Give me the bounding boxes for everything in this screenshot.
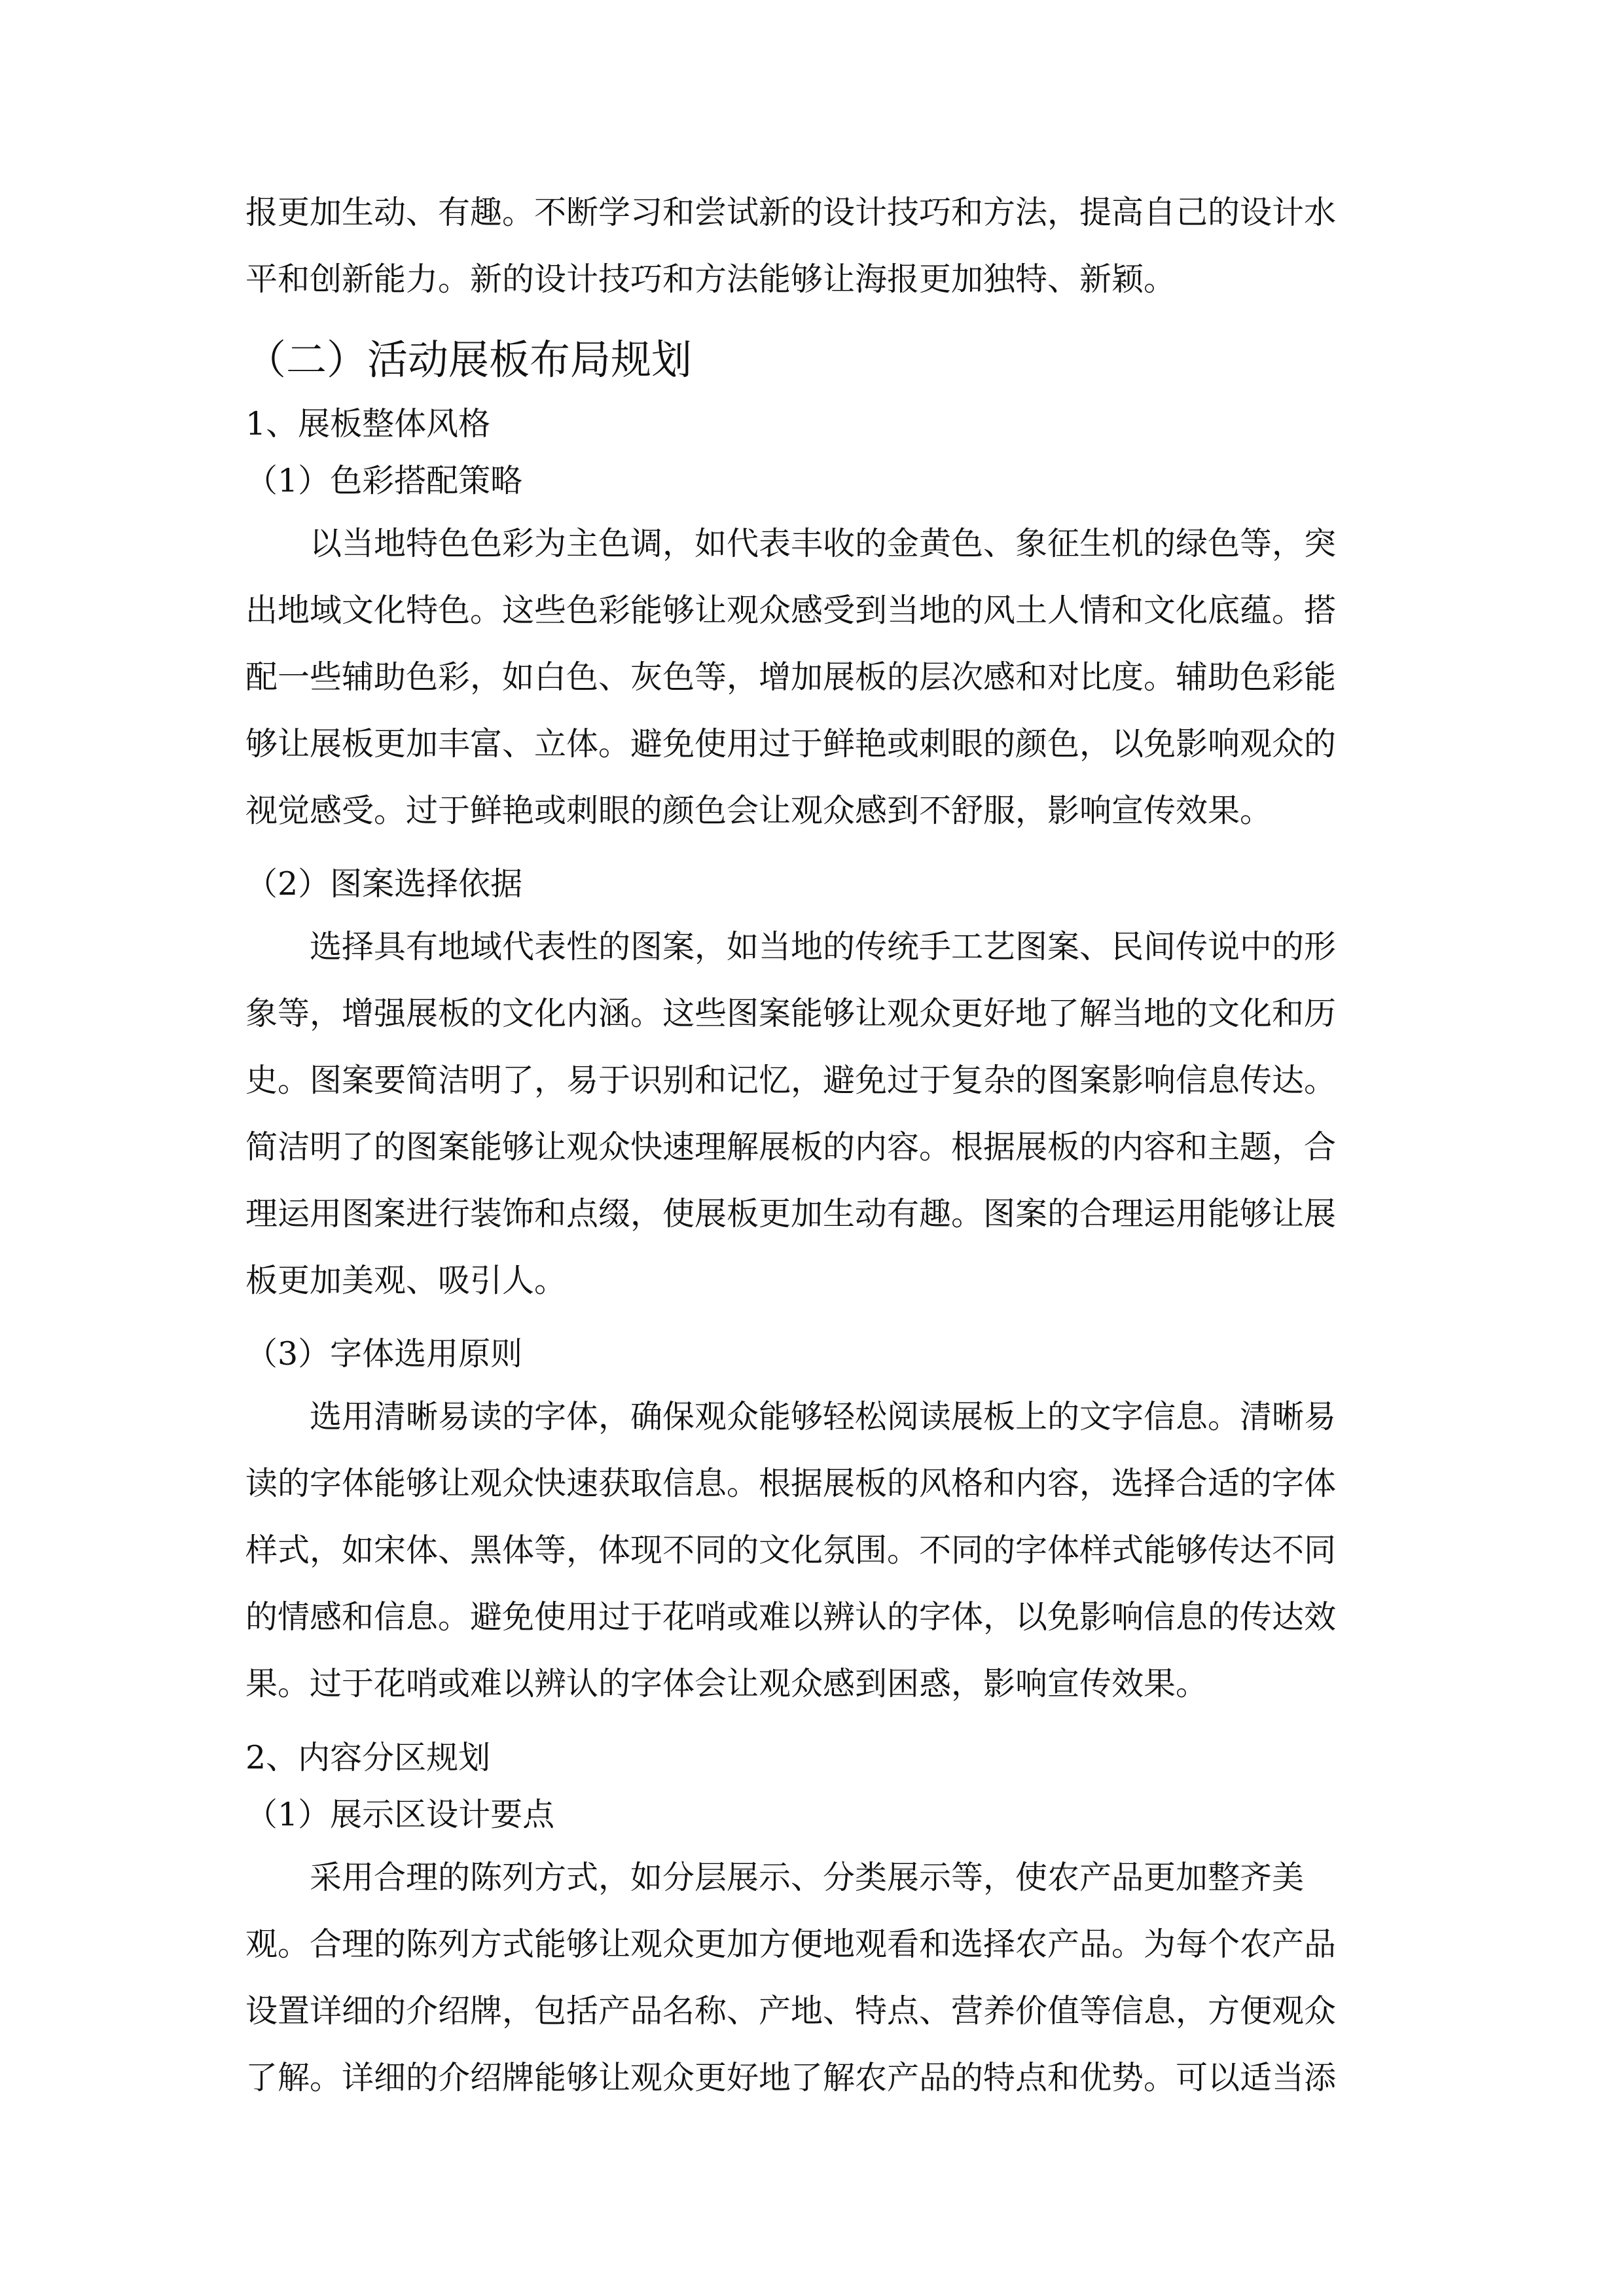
paragraph-line: 象等，增强展板的文化内涵。这些图案能够让观众更好地了解当地的文化和历 xyxy=(245,995,1337,1032)
item-title: （2）图案选择依据 xyxy=(245,865,523,903)
paragraph-line: 果。过于花哨或难以辨认的字体会让观众感到困惑，影响宣传效果。 xyxy=(245,1665,1208,1702)
paragraph-line: 理运用图案进行装饰和点缀，使展板更加生动有趣。图案的合理运用能够让展 xyxy=(245,1195,1337,1232)
paragraph-line: 选用清晰易读的字体，确保观众能够轻松阅读展板上的文字信息。清晰易 xyxy=(310,1398,1337,1435)
paragraph-line: 板更加美观、吸引人。 xyxy=(245,1262,567,1299)
paragraph-line: 配一些辅助色彩，如白色、灰色等，增加展板的层次感和对比度。辅助色彩能 xyxy=(245,658,1337,696)
paragraph-line: 选择具有地域代表性的图案，如当地的传统手工艺图案、民间传说中的形 xyxy=(310,928,1337,965)
font-selection-paragraph xyxy=(245,1384,1388,1717)
paragraph-line: 读的字体能够让观众快速获取信息。根据展板的风格和内容，选择合适的字体 xyxy=(245,1465,1337,1502)
display-area-paragraph xyxy=(245,1844,1388,2111)
subsection-title: 2、内容分区规划 xyxy=(245,1739,491,1776)
paragraph-line: 简洁明了的图案能够让观众快速理解展板的内容。根据展板的内容和主题，合 xyxy=(245,1128,1337,1166)
paragraph-line: 以当地特色色彩为主色调，如代表丰收的金黄色、象征生机的绿色等，突 xyxy=(310,525,1337,562)
paragraph-line: 的情感和信息。避免使用过于花哨或难以辨认的字体，以免影响信息的传达效 xyxy=(245,1598,1337,1636)
paragraph-line: 样式，如宋体、黑体等，体现不同的文化氛围。不同的字体样式能够传达不同 xyxy=(245,1532,1337,1569)
paragraph-line: 够让展板更加丰富、立体。避免使用过于鲜艳或刺眼的颜色，以免影响观众的 xyxy=(245,725,1337,762)
paragraph-line: 观。合理的陈列方式能够让观众更加方便地观看和选择农产品。为每个农产品 xyxy=(245,1926,1337,1963)
paragraph-line: 了解。详细的介绍牌能够让观众更好地了解农产品的特点和优势。可以适当添 xyxy=(245,2059,1337,2096)
paragraph-line: 采用合理的陈列方式，如分层展示、分类展示等，使农产品更加整齐美 xyxy=(310,1859,1305,1896)
item-title: （1）展示区设计要点 xyxy=(245,1796,555,1833)
pattern-selection-paragraph xyxy=(245,914,1388,1314)
document-content xyxy=(245,179,1388,2111)
section-title: （二）活动展板布局规划 xyxy=(245,336,693,384)
intro-paragraph xyxy=(245,179,1388,313)
paragraph-line: 出地域文化特色。这些色彩能够让观众感受到当地的风土人情和文化底蕴。搭 xyxy=(245,592,1337,629)
subsection-title: 1、展板整体风格 xyxy=(245,405,491,442)
intro-line: 平和创新能力。新的设计技巧和方法能够让海报更加独特、新颖。 xyxy=(245,260,1176,298)
color-strategy-paragraph xyxy=(245,511,1388,844)
item-title: （3）字体选用原则 xyxy=(245,1335,523,1372)
paragraph-line: 视觉感受。过于鲜艳或刺眼的颜色会让观众感到不舒服，影响宣传效果。 xyxy=(245,792,1272,829)
item-title: （1）色彩搭配策略 xyxy=(245,462,523,499)
paragraph-line: 史。图案要简洁明了，易于识别和记忆，避免过于复杂的图案影响信息传达。 xyxy=(245,1062,1337,1099)
paragraph-line: 设置详细的介绍牌，包括产品名称、产地、特点、营养价值等信息，方便观众 xyxy=(245,1992,1337,2030)
intro-line: 报更加生动、有趣。不断学习和尝试新的设计技巧和方法，提高自己的设计水 xyxy=(245,194,1337,231)
